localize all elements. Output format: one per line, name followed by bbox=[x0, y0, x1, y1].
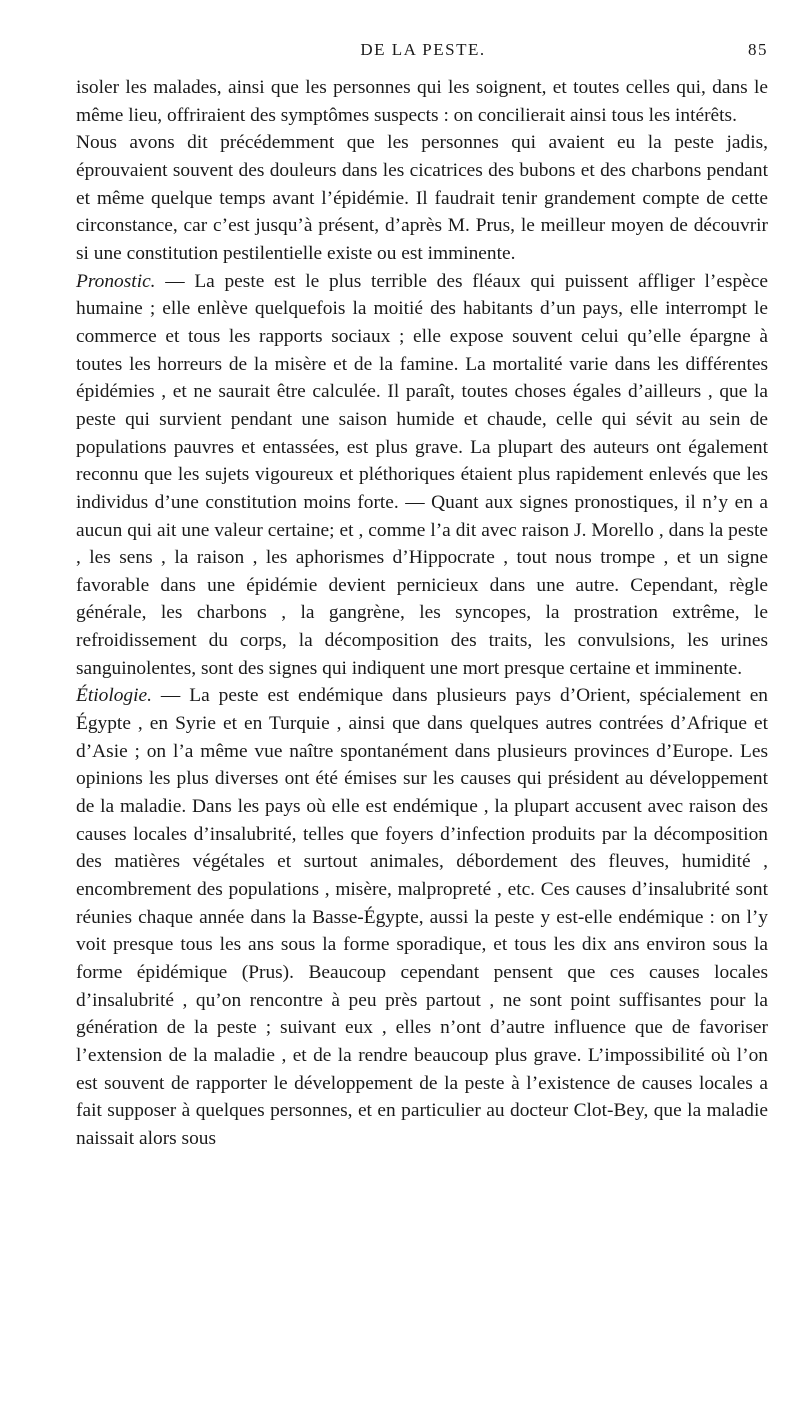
page-number: 85 bbox=[748, 40, 768, 59]
paragraph-2 bbox=[76, 129, 768, 267]
paragraph-etiologie bbox=[76, 682, 768, 1152]
paragraph-1-text: isoler les malades, ainsi que les personnes qui les soignent, et toutes celles qui, dans le même lieu, offriraient des symptômes suspects : on concilierait ainsi tous les intérêts. bbox=[76, 77, 768, 126]
paragraph-etiologie-text: — La peste est endémique dans plusieurs pays d’Orient, spécialement en Égypte , en Syrie et en Turquie , ainsi que dans quelques autres contrées d’Afrique et d’Asie ; on l’a même vue naître spontanément dans plusieurs provinces d’Europe. Les opinions les plus diverses ont été émises sur les causes qui président au développement de la maladie. Dans les pays où elle est endémique , la plupart accusent avec raison des causes locales d’insalubrité, telles que foyers d’infection produits par la décomposition des matières végétales et surtout animales, débordement des fleuves, humidité , encombrement des populations , misère, malpropreté , etc. Ces causes d’insalubrité sont réunies chaque année dans la Basse-Égypte, aussi la peste y est-elle endémique : on l’y voit presque tous les ans sous la forme sporadique, et tous les dix ans environ sous la forme épidémique (Prus). Beaucoup cependant pensent que ces causes locales d’insalubrité , qu’on rencontre à peu près partout , ne sont point suffisantes pour la génération de la peste ; suivant eux , elles n’ont d’autre influence que de favoriser l’extension de la maladie , et de la rendre beaucoup plus grave. L’impossibilité où l’on est souvent de rapporter le développement de la peste à l’existence de causes locales a fait supposer à quelques personnes, et en particulier au docteur Clot-Bey, que la maladie naissait alors sous bbox=[76, 685, 768, 1149]
section-lead-etiologie: Étiologie. bbox=[76, 685, 152, 707]
paragraph-2-text: Nous avons dit précédemment que les personnes qui avaient eu la peste jadis, éprouvaient souvent des douleurs dans les cicatrices des bubons et des charbons pendant et même quelque temps avant l’épidémie. Il faudrait tenir grandement compte de cette circonstance, car c’est jusqu’à présent, d’après M. Prus, le meilleur moyen de découvrir si une constitution pestilentielle existe ou est imminente. bbox=[76, 132, 768, 264]
paragraph-1 bbox=[76, 74, 768, 129]
body-text bbox=[76, 74, 768, 1153]
running-head bbox=[78, 40, 768, 66]
paragraph-pronostic bbox=[76, 268, 768, 683]
running-title: DE LA PESTE. bbox=[360, 40, 486, 59]
section-lead-pronostic: Pronostic. bbox=[76, 270, 156, 292]
paragraph-pronostic-text: — La peste est le plus terrible des fléaux qui puissent affliger l’espèce humaine ; elle enlève quelquefois la moitié des habitants d’un pays, elle interrompt le commerce et tous les rapports sociaux ; elle expose souvent celui qu’elle épargne à toutes les horreurs de la misère et de la famine. La mortalité varie dans les différentes épidémies , et ne saurait être calculée. Il paraît, toutes choses égales d’ailleurs , que la peste qui survient pendant une saison humide et chaude, celle qui sévit au sein de populations pauvres et entassées, est plus grave. La plupart des auteurs ont également reconnu que les sujets vigoureux et pléthoriques étaient plus rapidement enlevés que les individus d’une constitution moins forte. — Quant aux signes pronostiques, il n’y en a aucun qui ait une valeur certaine; et , comme l’a dit avec raison J. Morello , dans la peste , les sens , la raison , les aphorismes d’Hippocrate , tout nous trompe , et un signe favorable dans une épidémie devient pernicieux dans une autre. Cependant, règle générale, les charbons , la gangrène, les syncopes, la prostration extrême, le refroidissement du corps, la décomposition des traits, les convulsions, les urines sanguinolentes, sont des signes qui indiquent une mort presque certaine et imminente. bbox=[76, 270, 768, 679]
